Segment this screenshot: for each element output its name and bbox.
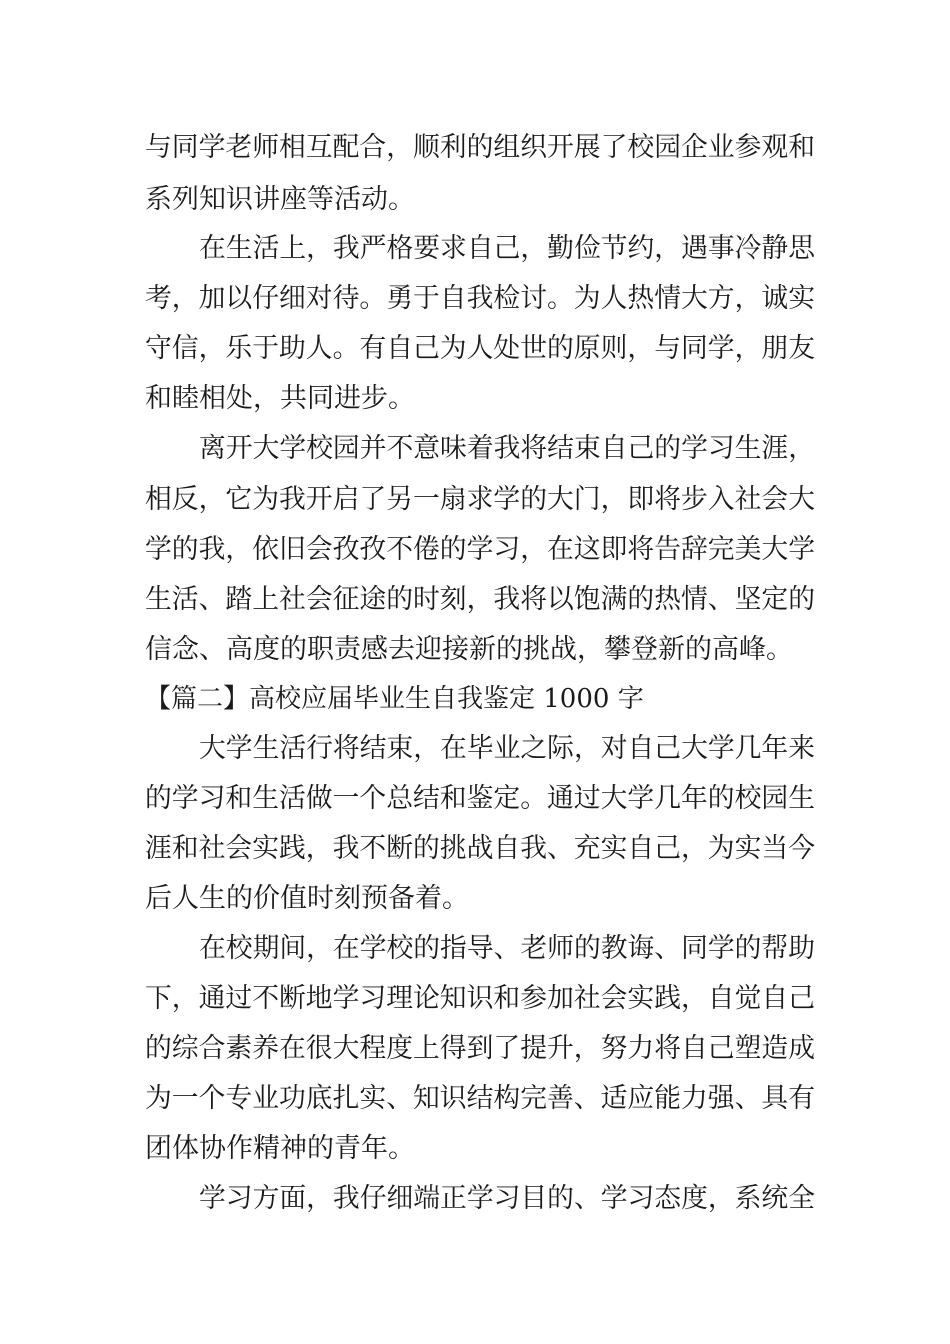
text-line: 系列知识讲座等活动。 [145,184,415,215]
text-line: 守信，乐于助人。有自己为人处世的原则，与同学，朋友 [145,333,815,364]
paragraph-first-line: 在生活上，我严格要求自己，勤俭节约，遇事冷静思 [199,233,815,264]
text-line: 团体协作精神的青年。 [145,1133,415,1164]
text-line: 相反，它为我开启了另一扇求学的大门，即将步入社会大 [145,484,815,515]
paragraph-first-line: 大学生活行将结束，在毕业之际，对自己大学几年来 [199,733,815,764]
paragraph-first-line: 学习方面，我仔细端正学习目的、学习态度，系统全 [199,1183,815,1214]
text-line: 下，通过不断地学习理论知识和参加社会实践，自觉自己 [145,983,815,1014]
text-line: 与同学老师相互配合，顺利的组织开展了校园企业参观和 [145,132,815,163]
text-line: 为一个专业功底扎实、知识结构完善、适应能力强、具有 [145,1083,815,1114]
text-line: 涯和社会实践，我不断的挑战自我、充实自己，为实当今 [145,833,815,864]
text-line: 和睦相处，共同进步。 [145,383,415,414]
text-line: 后人生的价值时刻预备着。 [145,883,469,914]
text-line: 的学习和生活做一个总结和鉴定。通过大学几年的校园生 [145,783,815,814]
paragraph-first-line: 在校期间，在学校的指导、老师的教诲、同学的帮助 [199,933,815,964]
text-line: 学的我，依旧会孜孜不倦的学习，在这即将告辞完美大学 [145,534,815,565]
paragraph-first-line: 离开大学校园并不意味着我将结束自己的学习生涯， [199,433,815,464]
text-line: 考，加以仔细对待。勇于自我检讨。为人热情大方，诚实 [145,283,815,314]
text-line: 生活、踏上社会征途的时刻，我将以饱满的热情、坚定的 [145,584,815,615]
text-line: 的综合素养在很大程度上得到了提升，努力将自己塑造成 [145,1033,815,1064]
section-heading: 【篇二】高校应届毕业生自我鉴定 1000 字 [145,684,644,714]
text-line: 信念、高度的职责感去迎接新的挑战，攀登新的高峰。 [145,634,793,665]
